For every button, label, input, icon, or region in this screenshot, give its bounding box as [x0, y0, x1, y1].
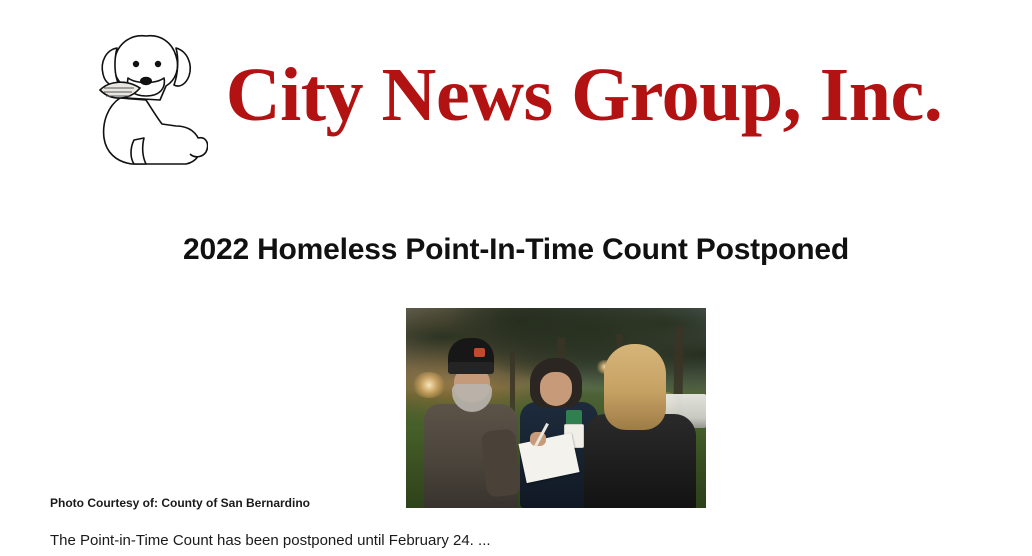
face: [540, 372, 572, 406]
article-teaser: The Point-in-Time Count has been postponed until February 24. ...: [50, 532, 491, 549]
beanie-logo: [474, 348, 485, 357]
site-masthead: [0, 18, 1032, 178]
blonde-hair: [604, 344, 666, 430]
masthead-title: City News Group, Inc.: [225, 53, 943, 137]
beanie-band: [448, 362, 494, 374]
photo-scene: [406, 308, 706, 508]
photo-credit: Photo Courtesy of: County of San Bernardino: [50, 496, 310, 510]
masthead-inner: [90, 6, 942, 190]
article-headline: 2022 Homeless Point-In-Time Count Postponed: [183, 232, 849, 266]
dog-with-newspaper-logo-icon: [90, 28, 208, 168]
article-image: [406, 308, 706, 508]
person-volunteer-right: [584, 344, 700, 508]
person-interviewee: [418, 338, 522, 508]
